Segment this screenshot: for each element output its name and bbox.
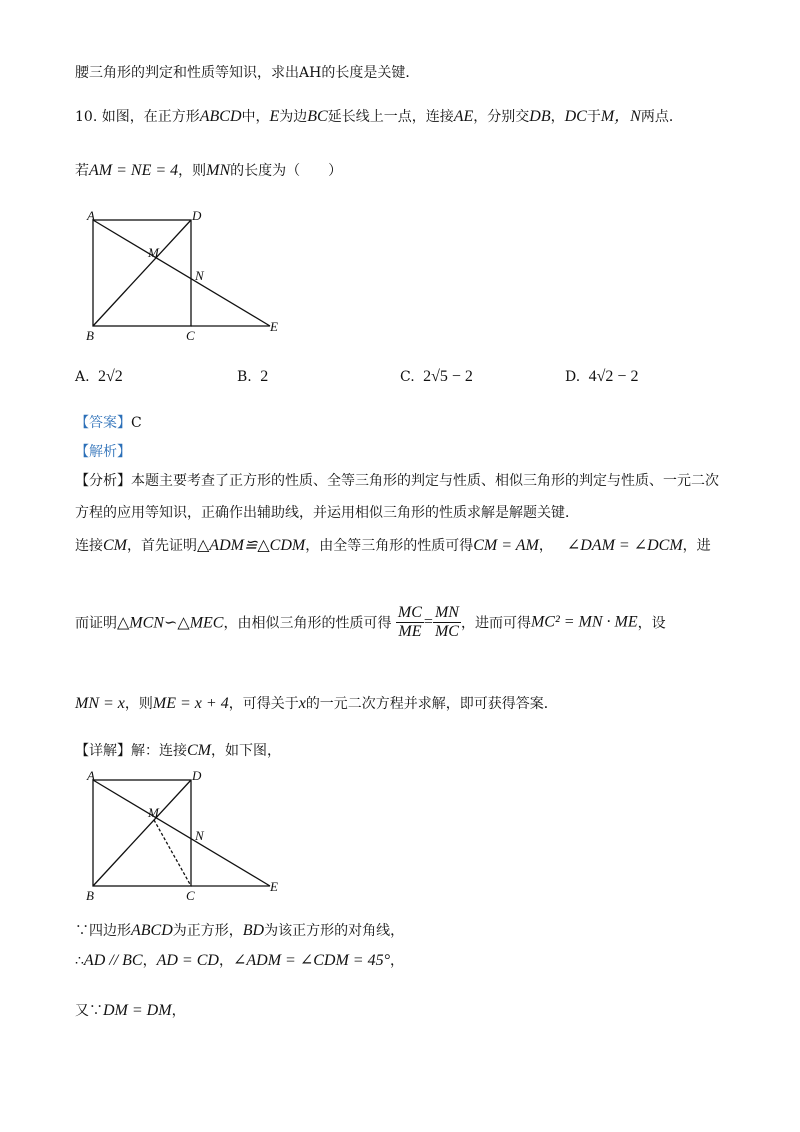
label-e: E bbox=[270, 319, 278, 334]
math: ME = x + 4 bbox=[152, 695, 229, 712]
analysis-tag: 【解析】 bbox=[75, 444, 131, 460]
label-c: C bbox=[186, 328, 195, 343]
text: ，分别交 bbox=[473, 109, 530, 125]
analysis-line-1 bbox=[75, 470, 719, 490]
numerator: MC bbox=[397, 604, 422, 621]
math: △ADM≌△CDM bbox=[197, 537, 306, 554]
text: ∴ bbox=[75, 953, 84, 969]
question-10-statement bbox=[75, 103, 683, 126]
text: 为正方形， bbox=[172, 923, 243, 939]
label-c: C bbox=[186, 888, 195, 903]
option-letter: D. bbox=[565, 369, 581, 385]
answer-line bbox=[75, 412, 142, 432]
text: 而证明 bbox=[75, 615, 117, 632]
label-d: D bbox=[192, 768, 202, 783]
math: AD // BC bbox=[83, 952, 143, 969]
detail-line-4 bbox=[75, 1000, 186, 1020]
previous-solution-tail: 腰三角形的判定和性质等知识，求出AH的长度是关键． bbox=[75, 65, 420, 81]
text: ，则 bbox=[178, 163, 207, 179]
answer-tag: 【答案】 bbox=[75, 415, 131, 431]
math: CM bbox=[103, 537, 127, 554]
text: 两点． bbox=[640, 109, 683, 125]
math: △MCN∽△MEC bbox=[117, 614, 224, 632]
analysis-line-5 bbox=[75, 693, 558, 713]
math: ABCD bbox=[199, 108, 242, 125]
option-value: 2√5 − 2 bbox=[423, 368, 473, 385]
square-figure-with-cm bbox=[80, 768, 290, 908]
label-m: M bbox=[148, 805, 159, 820]
math: AM = NE = 4 bbox=[89, 162, 179, 179]
label-d: D bbox=[192, 208, 202, 223]
text: 的长度为（ ） bbox=[230, 163, 343, 179]
math: DC bbox=[564, 108, 587, 125]
text: ，由全等三角形的性质可得 bbox=[305, 538, 474, 554]
label-b: B bbox=[86, 888, 94, 903]
text: ∵四边形 bbox=[75, 923, 131, 939]
label-a: A bbox=[87, 208, 95, 223]
text: 为该正方形的对角线， bbox=[264, 923, 405, 939]
text: ， bbox=[538, 538, 553, 554]
label-a: A bbox=[87, 768, 95, 783]
math: ∠DAM = ∠DCM bbox=[566, 537, 683, 554]
math: DM = DM bbox=[103, 1002, 172, 1019]
math: CM = AM bbox=[473, 537, 539, 554]
denominator: MC bbox=[434, 623, 459, 640]
detail-line-3 bbox=[75, 950, 404, 970]
math: MC² = MN · ME bbox=[530, 613, 638, 631]
option-b bbox=[237, 368, 268, 386]
text: 为边 bbox=[279, 109, 308, 125]
text: 本题主要考查了正方形的性质、全等三角形的判定与性质、相似三角形的判定与性质、一元二次 bbox=[131, 473, 719, 489]
analysis-line-4 bbox=[75, 604, 666, 641]
fraction-mn-mc bbox=[433, 604, 461, 641]
detail-line-2 bbox=[75, 920, 404, 940]
option-value: 4√2 − 2 bbox=[588, 368, 639, 385]
text: ， bbox=[142, 953, 157, 969]
text: ，进而可得 bbox=[460, 615, 531, 632]
fraction-mc-me bbox=[396, 604, 424, 641]
math: M，N bbox=[600, 108, 641, 125]
text: 若 bbox=[75, 163, 89, 179]
text: ，进 bbox=[682, 538, 711, 554]
text: ，如下图， bbox=[211, 743, 281, 759]
label-e: E bbox=[270, 879, 278, 894]
numerator: MN bbox=[434, 604, 459, 621]
option-d bbox=[565, 368, 638, 386]
text: 延长线上一点，连接 bbox=[327, 109, 454, 125]
text: 中， bbox=[241, 109, 270, 125]
question-number: 10. bbox=[75, 109, 98, 125]
math: = bbox=[423, 613, 433, 631]
text: 解：连接 bbox=[131, 743, 187, 759]
square-figure bbox=[80, 208, 290, 348]
math: x bbox=[298, 695, 306, 712]
option-letter: A. bbox=[75, 369, 90, 385]
text: 连接 bbox=[75, 538, 103, 554]
math: DB bbox=[529, 108, 551, 125]
detail-line-1 bbox=[75, 740, 281, 760]
text: ，设 bbox=[637, 615, 666, 632]
math: ∠ADM = ∠CDM = 45° bbox=[232, 952, 390, 969]
math: MN = x bbox=[75, 695, 125, 712]
text: 【分析】 bbox=[75, 473, 131, 489]
text: 【详解】 bbox=[75, 743, 131, 759]
text: ，可得关于 bbox=[228, 696, 299, 712]
math: E bbox=[269, 108, 280, 125]
text: ， bbox=[550, 109, 565, 125]
math: AD = CD bbox=[156, 952, 219, 969]
denominator: ME bbox=[398, 623, 422, 640]
text: ，首先证明 bbox=[127, 538, 197, 554]
math: BC bbox=[307, 108, 328, 125]
text: ，由相似三角形的性质可得 bbox=[223, 615, 392, 632]
math: BD bbox=[242, 922, 265, 939]
text: 如图，在正方形 bbox=[101, 109, 200, 125]
analysis-line-3 bbox=[75, 535, 711, 555]
math: AE bbox=[453, 108, 474, 125]
label-b: B bbox=[86, 328, 94, 343]
math: ABCD bbox=[131, 922, 173, 939]
option-c bbox=[400, 368, 473, 386]
answer-value: C bbox=[131, 415, 142, 431]
option-value: 2√2 bbox=[98, 368, 123, 385]
text: ， bbox=[218, 953, 233, 969]
label-m: M bbox=[148, 245, 159, 260]
text: 的一元二次方程并求解，即可获得答案． bbox=[305, 696, 558, 712]
label-n: N bbox=[195, 268, 204, 283]
math: MN bbox=[206, 162, 231, 179]
label-n: N bbox=[195, 828, 204, 843]
text: ， bbox=[171, 1003, 186, 1019]
question-10-condition bbox=[75, 160, 342, 180]
option-a bbox=[75, 368, 123, 386]
text: ，则 bbox=[124, 696, 153, 712]
text: 又∵ bbox=[75, 1003, 103, 1019]
text: 于 bbox=[586, 109, 601, 125]
option-value: 2 bbox=[260, 368, 269, 385]
option-letter: B. bbox=[237, 369, 252, 385]
text: ， bbox=[389, 953, 404, 969]
option-letter: C. bbox=[400, 369, 415, 385]
math: CM bbox=[187, 742, 211, 759]
analysis-line-2: 方程的应用等知识，正确作出辅助线，并运用相似三角形的性质求解是解题关键． bbox=[75, 505, 579, 521]
